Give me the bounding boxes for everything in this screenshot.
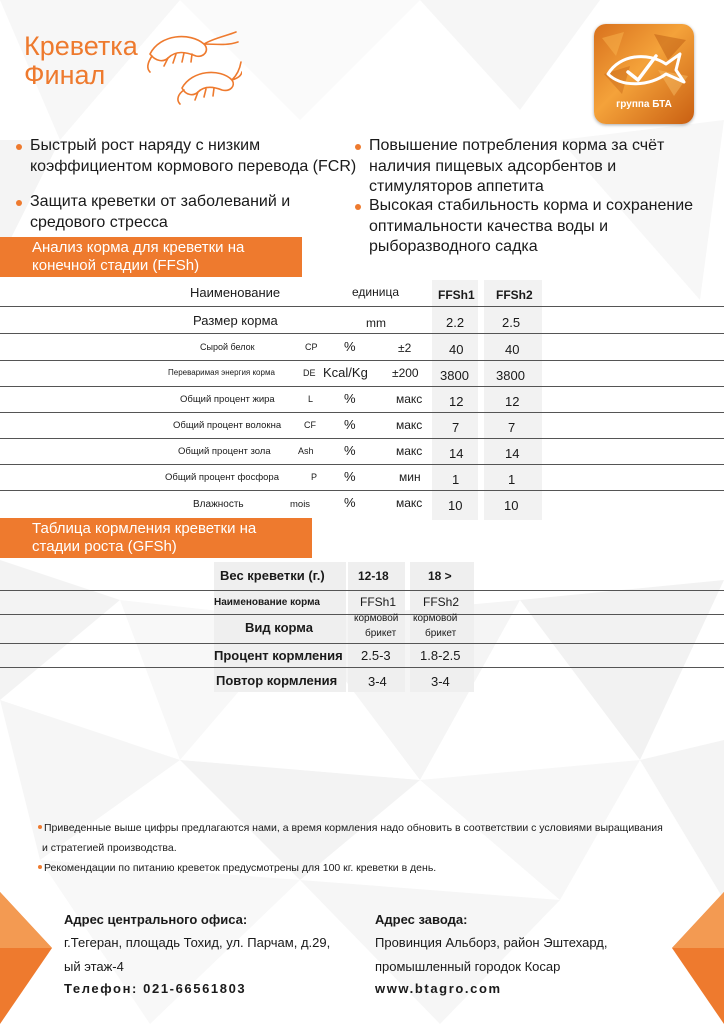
row-unit: %	[344, 339, 356, 354]
row-ffsh2: 12	[505, 394, 520, 409]
col-header-ffsh2: FFSh2	[496, 288, 533, 302]
bullet-text: средового стресса	[30, 213, 168, 231]
row-tolerance: макс	[396, 418, 423, 432]
plant-line-2: промышленный городок Косар	[375, 959, 561, 974]
row-name: Общий процент зола	[178, 446, 271, 457]
row-unit: %	[344, 443, 356, 458]
bullet-left-2	[30, 192, 290, 233]
col-header-name: Наименование	[190, 285, 281, 300]
footnotes	[38, 818, 718, 878]
footnote-text: Приведенные выше цифры предлагаются нами, а время кормления надо обновить в соответствии с условиями выращивания	[44, 822, 663, 834]
title-line-1: Креветка	[24, 31, 138, 61]
analysis-header	[0, 237, 302, 277]
row-c2: FFSh2	[423, 595, 460, 609]
row-c1: 3-4	[368, 674, 387, 689]
row-ffsh2: 1	[508, 472, 516, 487]
row-abbr: Ash	[298, 446, 314, 456]
row-divider	[0, 643, 724, 644]
row-label: Наименование корма	[214, 597, 320, 608]
row-ffsh2: 10	[504, 498, 519, 513]
row-c2-line1: кормовой	[413, 613, 458, 624]
row-divider	[0, 464, 724, 465]
bullet-dot-icon	[16, 144, 22, 150]
fish-logo-icon	[594, 30, 694, 100]
row-label: Повтор кормления	[216, 673, 338, 688]
corner-decoration-right	[664, 892, 724, 1024]
bullet-text: стимуляторов аппетита	[369, 178, 544, 195]
row-name: Сырой белок	[200, 342, 255, 352]
row-ffsh2: 14	[505, 446, 520, 461]
row-name: Общий процент жира	[180, 394, 275, 405]
row-c2: 18 >	[428, 569, 452, 583]
row-ffsh1: 40	[449, 342, 464, 357]
col-header-unit: единица	[352, 285, 399, 299]
bullet-left-1	[30, 136, 356, 177]
office-line-2: ый этаж-4	[64, 959, 124, 974]
bullet-dot-icon	[16, 200, 22, 206]
row-tolerance: мин	[399, 470, 421, 484]
bullet-text: Быстрый рост наряду с низким	[30, 137, 261, 154]
row-ffsh1: 2.2	[446, 315, 465, 330]
row-unit: mm	[366, 316, 386, 330]
row-name: Общий процент фосфора	[165, 472, 279, 483]
company-logo	[594, 24, 694, 124]
logo-label: группа БТА	[616, 99, 672, 110]
row-ffsh2: 40	[505, 342, 520, 357]
row-divider	[0, 412, 724, 413]
row-label: Вес креветки (г.)	[220, 568, 325, 583]
row-tolerance: макс	[396, 444, 423, 458]
analysis-header-line-1: Анализ корма для креветки на	[32, 239, 245, 256]
plant-title: Адрес завода:	[375, 912, 468, 927]
row-ffsh2: 7	[508, 420, 516, 435]
row-ffsh2: 3800	[496, 368, 525, 383]
shrimp-icon	[142, 28, 242, 106]
row-name: Переваримая энергия корма	[168, 368, 275, 377]
row-divider	[0, 438, 724, 439]
row-c2: 3-4	[431, 674, 450, 689]
row-c1: 2.5-3	[361, 648, 391, 663]
row-divider	[0, 360, 724, 361]
row-abbr: CF	[304, 420, 316, 430]
corner-decoration-left	[0, 892, 60, 1024]
row-tolerance: макс	[396, 392, 423, 406]
row-unit: %	[344, 495, 356, 510]
bullet-dot-icon	[38, 865, 42, 869]
product-title	[24, 32, 138, 90]
phone-number: Телефон: 021-66561803	[64, 981, 247, 996]
analysis-header-line-2: конечной стадии (FFSh)	[32, 257, 200, 274]
row-ffsh1: 1	[452, 472, 460, 487]
row-c1-line2: брикет	[365, 628, 397, 639]
row-divider	[0, 490, 724, 491]
website-link[interactable]: www.btagro.com	[375, 981, 502, 996]
row-unit: %	[344, 391, 356, 406]
row-name: Влажность	[193, 499, 244, 510]
bullet-right-2	[369, 196, 693, 258]
row-abbr: CP	[305, 342, 318, 352]
row-label: Вид корма	[245, 620, 313, 635]
row-divider	[0, 590, 724, 591]
row-c2: 1.8-2.5	[420, 648, 461, 663]
footnote-1	[38, 818, 718, 858]
row-abbr: P	[311, 472, 318, 482]
row-tolerance: ±200	[392, 366, 419, 380]
row-name: Общий процент волокна	[173, 420, 282, 431]
row-ffsh1: 14	[449, 446, 464, 461]
office-line-1: г.Тегеран, площадь Тохид, ул. Парчам, д.29,	[64, 935, 331, 950]
row-unit: %	[344, 417, 356, 432]
row-abbr: mois	[290, 499, 311, 510]
feeding-header-line-2: стадии роста (GFSh)	[32, 538, 177, 555]
row-divider	[0, 386, 724, 387]
bullet-text: Высокая стабильность корма и сохранение	[369, 197, 694, 214]
row-divider	[0, 333, 724, 334]
row-unit: %	[344, 469, 356, 484]
footnote-2	[38, 858, 718, 878]
title-line-2: Финал	[24, 60, 106, 90]
office-title: Адрес центрального офиса:	[64, 912, 248, 927]
bullet-right-1	[369, 136, 664, 198]
bullet-dot-icon	[355, 204, 361, 210]
plant-line-1: Провинция Альборз, район Эштехард,	[375, 935, 608, 950]
col-header-ffsh1: FFSh1	[438, 288, 475, 302]
feeding-header-line-1: Таблица кормления креветки на	[32, 520, 257, 537]
bullet-text: рыборазводного садка	[369, 238, 538, 255]
bullet-dot-icon	[355, 144, 361, 150]
row-ffsh2: 2.5	[502, 315, 521, 330]
row-ffsh1: 3800	[440, 368, 469, 383]
row-ffsh1: 12	[449, 394, 464, 409]
row-name: Размер корма	[193, 313, 278, 328]
row-tolerance: ±2	[398, 341, 412, 355]
row-c1-line1: кормовой	[354, 613, 399, 624]
row-abbr: L	[308, 394, 314, 404]
bullet-text: коэффициентом кормового перевода (FCR)	[30, 157, 357, 175]
row-ffsh1: 10	[448, 498, 463, 513]
row-divider	[0, 667, 724, 668]
bullet-text: Повышение потребления корма за счёт	[369, 137, 665, 154]
row-unit: Kcal/Kg	[323, 365, 368, 380]
bullet-text: Защита креветки от заболеваний и	[30, 193, 291, 210]
row-c2-line2: брикет	[425, 628, 457, 639]
row-c1: 12-18	[358, 569, 389, 583]
row-divider	[0, 306, 724, 307]
row-label: Процент кормления	[214, 648, 343, 663]
feeding-header	[0, 518, 312, 558]
footnote-text: Рекомендации по питанию креветок предусмотрены для 100 кг. креветки в день.	[44, 862, 437, 874]
footnote-text: и стратегией производства.	[42, 842, 177, 854]
bullet-text: оптимальности качества воды и	[369, 217, 609, 235]
row-abbr: DE	[303, 368, 316, 378]
office-address	[64, 912, 330, 996]
row-ffsh1: 7	[452, 420, 460, 435]
row-c1: FFSh1	[360, 595, 397, 609]
bullet-dot-icon	[38, 825, 42, 829]
row-tolerance: макс	[396, 496, 423, 510]
plant-address	[375, 912, 607, 996]
bullet-text: наличия пищевых адсорбентов и	[369, 157, 617, 175]
